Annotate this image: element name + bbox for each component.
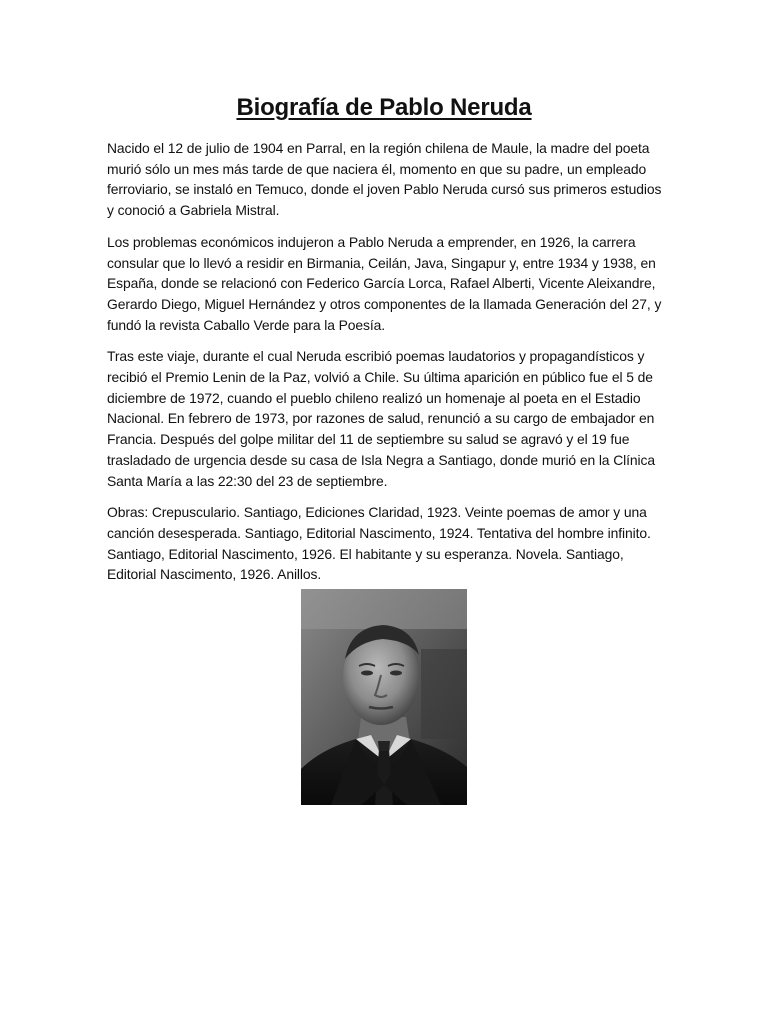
page-title: Biografía de Pablo Neruda (236, 94, 532, 121)
paragraph-later-life: Tras este viaje, durante el cual Neruda escribió poemas laudatorios y propagandísticos y recibió el Premio Lenin de la Paz, volvió a Chile. Su última aparición en público fue el 5 de diciembre de 1972, cuando el pueblo chileno realizó un homenaje al poeta en el Estadio Nacional. En febrero de 1973, por razones de salud, renunció a su cargo de embajador en Francia. Después del golpe militar del 11 de septiembre su salud se agravó y el 19 fue trasladado de urgencia desde su casa de Isla Negra a Santiago, donde murió en la Clínica Santa María a las 22:30 del 23 de septiembre. (107, 348, 655, 489)
portrait-photo (301, 589, 467, 805)
biography-body (107, 138, 667, 596)
paragraph-consular-career: Los problemas económicos indujeron a Pablo Neruda a emprender, en 1926, la carrera consular que lo llevó a residir en Birmania, Ceilán, Java, Singapur y, entre 1934 y 1938, en España, donde se relacionó con Federico García Lorca, Rafael Alberti, Vicente Aleixandre, Gerardo Diego, Miguel Hernández y otros componentes de la llamada Generación del 27, y fundó la revista Caballo Verde para la Poesía. (107, 233, 662, 333)
paragraph-works: Obras: Crepusculario. Santiago, Ediciones Claridad, 1923. Veinte poemas de amor y una canción desesperada. Santiago, Editorial Nascimento, 1924. Tentativa del hombre infinito. Santiago, Editorial Nascimento, 1926. El habitante y su esperanza. Novela. Santiago, Editorial Nascimento, 1926. Anillos. (107, 504, 651, 583)
portrait-illustration (301, 589, 467, 805)
paragraph-birth: Nacido el 12 de julio de 1904 en Parral, en la región chilena de Maule, la madre del poeta murió sólo un mes más tarde de que naciera él, momento en que su padre, un empleado ferroviario, se instaló en Temuco, donde el joven Pablo Neruda cursó sus primeros estudios y conoció a Gabriela Mistral. (107, 140, 662, 219)
